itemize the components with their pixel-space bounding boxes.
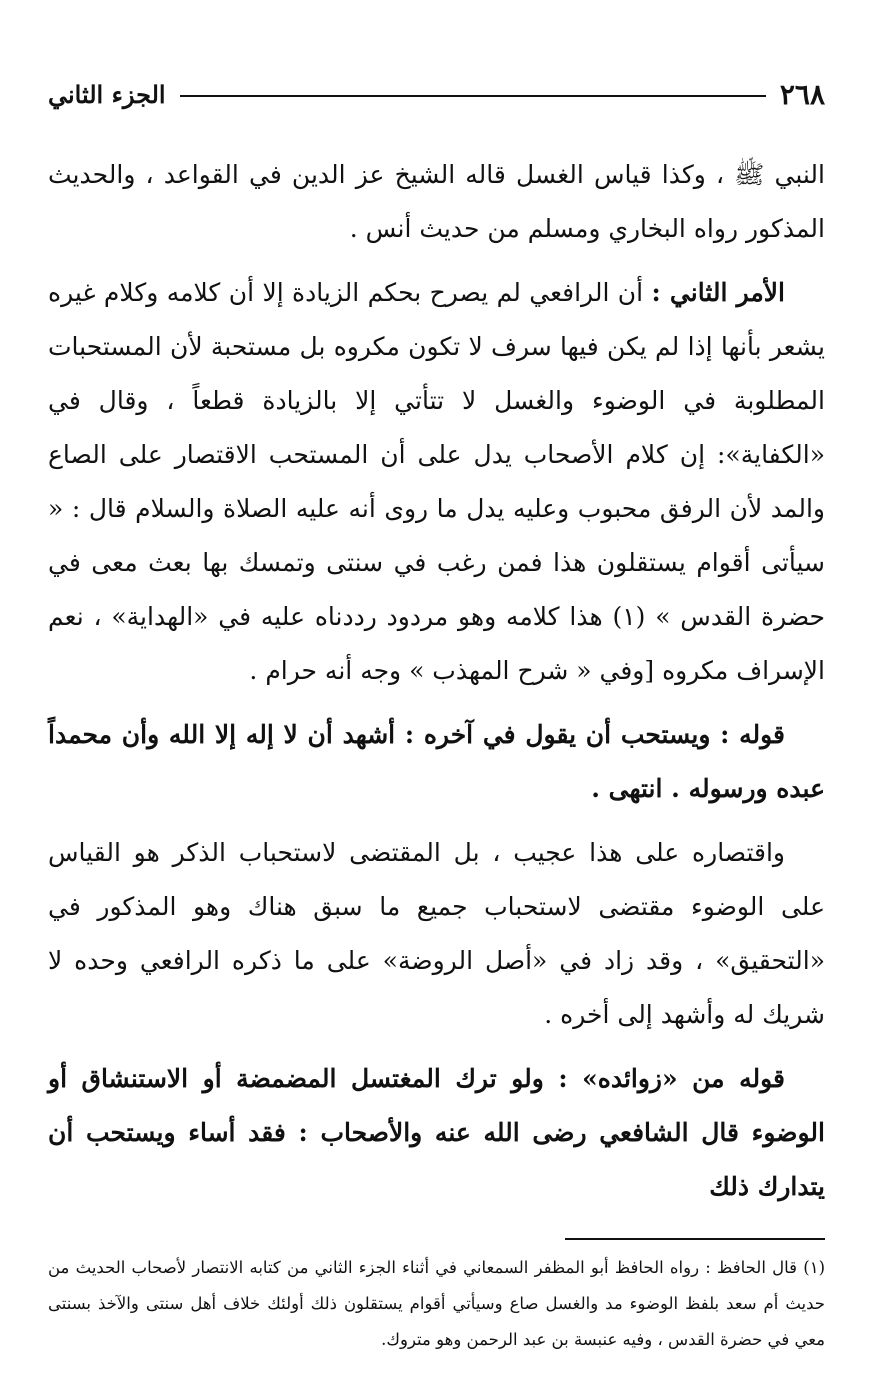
paragraph: النبي ﷺ ، وكذا قياس الغسل قاله الشيخ عز الدين في القواعد ، والحديث المذكور رواه البخاري ومسلم من حديث أنس . [48, 160, 825, 243]
header-rule [180, 95, 766, 97]
book-page [48, 70, 825, 1387]
paragraph-lead: الأمر الثاني : [651, 278, 786, 307]
quoted-statement: قوله من «زوائده» : ولو ترك المغتسل المضمضة أو الاستنشاق أو الوضوء قال الشافعي رضى الله عنه والأصحاب : فقد أساء ويستحب أن يتدارك ذلك [48, 1064, 825, 1201]
paragraph-body: أن الرافعي لم يصرح بحكم الزيادة إلا أن كلامه وكلام غيره يشعر بأنها إذا لم يكن فيها سرف لا تكون مكروه بل مستحبة لأن المستحبات المطلوبة في الوضوء والغسل لا تتأتي إلا بالزيادة قطعاً ، وقال في «الكفاية»: إن كلام الأصحاب يدل على أن المستحب الاقتصار على الصاع والمد لأن الرفق محبوب وعليه يدل ما روى أنه عليه الصلاة والسلام قال : « سيأتى أقوام يستقلون هذا فمن رغب في سنتى وتمسك بها بعث معى في حضرة القدس » (١) هذا كلامه وهو مردود رددناه عليه في «الهداية» ، نعم الإسراف مكروه [وفي « شرح المهذب » وجه أنه حرام . [48, 278, 825, 685]
running-header [48, 70, 825, 118]
footnote: (١) قال الحافظ : رواه الحافظ أبو المظفر السمعاني في أثناء الجزء الثاني من كتابه الانتصار لأصحاب الحديث من حديث أم سعد بلفظ الوضوء مد والغسل صاع وسيأتي أقوام يستقلون ذلك أولئك خلاف أهل سنتى والآخذ بسنتى معي في حضرة القدس ، وفيه عنبسة بن عبد الرحمن وهو متروك. [48, 1258, 825, 1349]
footnote-rule [565, 1238, 825, 1240]
paragraph [48, 266, 825, 698]
main-text [48, 148, 825, 1214]
paragraph: واقتصاره على هذا عجيب ، بل المقتضى لاستحباب الذكر هو القياس على الوضوء مقتضى لاستحباب جميع ما سبق هناك وهو المذكور في «التحقيق» ، وقد زاد في «أصل الروضة» على ما ذكره الرافعي وحده لا شريك له وأشهد إلى أخره . [48, 838, 825, 1029]
page-number: ٢٦٨ [779, 77, 825, 111]
quoted-statement: قوله : ويستحب أن يقول في آخره : أشهد أن لا إله إلا الله وأن محمداً عبده ورسوله . انتهى . [48, 720, 825, 803]
volume-title: الجزء الثاني [48, 79, 166, 109]
